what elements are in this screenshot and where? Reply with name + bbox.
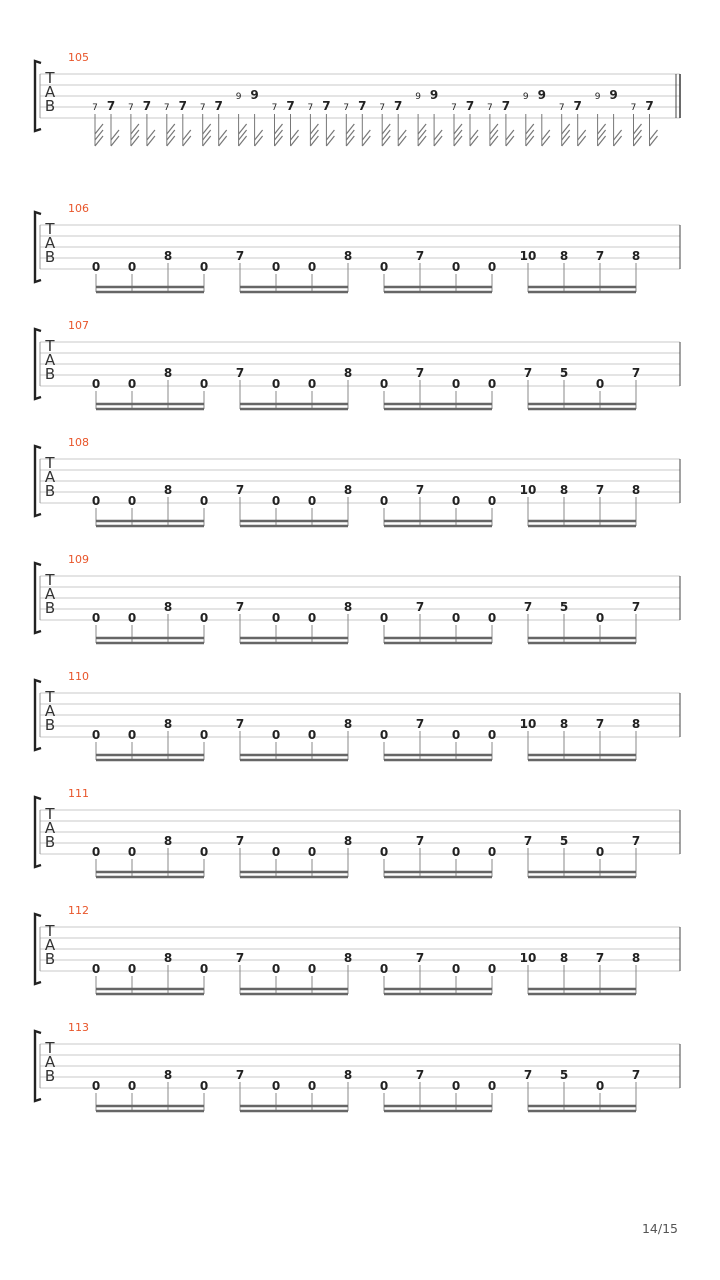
- fret-number: 7: [595, 483, 605, 497]
- fret-number: 0: [487, 728, 497, 742]
- note-flag: [418, 124, 426, 134]
- fret-number: 9: [609, 88, 618, 102]
- note-flag: [634, 130, 642, 140]
- note-flag: [578, 130, 586, 140]
- note-flag: [203, 124, 211, 134]
- fret-number: 0: [307, 494, 317, 508]
- note-flag: [131, 124, 139, 134]
- note-flag: [147, 136, 155, 146]
- fret-number: 7: [415, 249, 425, 263]
- fret-number: 8: [559, 249, 569, 263]
- fret-number: 0: [451, 377, 461, 391]
- tab-clef-letter: B: [44, 482, 56, 500]
- fret-number: 10: [519, 483, 537, 497]
- fret-number: 7: [465, 99, 475, 113]
- fret-number: 0: [127, 260, 137, 274]
- grace-fret-number: 7: [630, 103, 637, 113]
- fret-number: 0: [451, 611, 461, 625]
- note-flag: [239, 130, 247, 140]
- fret-number: 0: [91, 845, 101, 859]
- note-flag: [239, 124, 247, 134]
- note-flag: [542, 130, 550, 140]
- note-flag: [111, 130, 119, 140]
- note-flag: [650, 130, 658, 140]
- measure-number: 111: [68, 787, 89, 800]
- fret-number: 7: [214, 99, 223, 113]
- note-flag: [454, 136, 462, 146]
- tab-clef-letter: A: [44, 702, 56, 720]
- fret-number: 0: [91, 1079, 101, 1093]
- fret-number: 0: [379, 1079, 389, 1093]
- fret-number: 8: [343, 483, 353, 497]
- fret-number: 7: [235, 366, 245, 380]
- note-flag: [346, 130, 354, 140]
- grace-fret-number: 9: [235, 92, 242, 102]
- fret-number: 0: [271, 494, 281, 508]
- grace-fret-number: 7: [487, 103, 493, 113]
- note-flag: [255, 136, 263, 146]
- system-105: [35, 51, 680, 146]
- note-flag: [506, 136, 514, 146]
- tab-clef-letter: T: [45, 337, 55, 355]
- fret-number: 0: [595, 1079, 605, 1093]
- tab-clef-letter: B: [44, 716, 56, 734]
- fret-number: 8: [163, 717, 173, 731]
- note-flag: [326, 130, 334, 140]
- fret-number: 0: [199, 1079, 209, 1093]
- fret-number: 7: [595, 951, 605, 965]
- fret-number: 0: [91, 494, 101, 508]
- note-flag: [291, 130, 299, 140]
- note-flag: [454, 124, 462, 134]
- fret-number: 0: [307, 728, 317, 742]
- fret-number: 7: [573, 99, 582, 113]
- tab-clef-letter: B: [44, 365, 56, 383]
- fret-number: 7: [595, 717, 605, 731]
- note-flag: [275, 136, 283, 146]
- fret-number: 0: [595, 377, 605, 391]
- fret-number: 0: [127, 728, 137, 742]
- fret-number: 7: [235, 1068, 245, 1082]
- measure-number: 105: [68, 51, 89, 64]
- note-flag: [562, 130, 570, 140]
- fret-number: 0: [199, 845, 209, 859]
- note-flag: [95, 136, 103, 146]
- note-flag: [490, 136, 498, 146]
- fret-number: 0: [91, 260, 101, 274]
- note-flag: [650, 136, 658, 146]
- fret-number: 7: [286, 99, 295, 113]
- fret-number: 8: [343, 717, 353, 731]
- note-flag: [167, 130, 175, 140]
- system-109: [35, 553, 680, 643]
- note-flag: [614, 136, 622, 146]
- fret-number: 8: [631, 951, 641, 965]
- fret-number: 0: [91, 377, 101, 391]
- fret-number: 0: [595, 611, 605, 625]
- tab-clef-letter: T: [45, 454, 55, 472]
- fret-number: 0: [379, 962, 389, 976]
- fret-number: 0: [271, 260, 281, 274]
- note-flag: [542, 136, 550, 146]
- system-112: [35, 904, 680, 994]
- fret-number: 0: [307, 845, 317, 859]
- fret-number: 0: [127, 845, 137, 859]
- fret-number: 0: [199, 962, 209, 976]
- fret-number: 0: [271, 845, 281, 859]
- note-flag: [219, 130, 227, 140]
- fret-number: 0: [307, 611, 317, 625]
- note-flag: [434, 136, 442, 146]
- fret-number: 0: [271, 728, 281, 742]
- fret-number: 0: [127, 494, 137, 508]
- note-flag: [526, 130, 534, 140]
- grace-fret-number: 7: [92, 103, 98, 113]
- note-flag: [454, 130, 462, 140]
- fret-number: 0: [271, 611, 281, 625]
- tab-clef-letter: T: [45, 69, 55, 87]
- fret-number: 0: [379, 377, 389, 391]
- fret-number: 5: [559, 600, 569, 614]
- tab-clef-letter: A: [44, 351, 56, 369]
- fret-number: 8: [559, 483, 569, 497]
- fret-number: 7: [235, 600, 245, 614]
- fret-number: 0: [271, 962, 281, 976]
- fret-number: 7: [645, 99, 654, 113]
- note-flag: [255, 130, 263, 140]
- fret-number: 8: [163, 600, 173, 614]
- note-flag: [562, 136, 570, 146]
- fret-number: 0: [451, 494, 461, 508]
- fret-number: 8: [343, 1068, 353, 1082]
- fret-number: 7: [523, 600, 533, 614]
- fret-number: 0: [127, 962, 137, 976]
- measure-number: 113: [68, 1021, 89, 1034]
- tab-clef-letter: A: [44, 819, 56, 837]
- fret-number: 0: [487, 845, 497, 859]
- fret-number: 0: [451, 845, 461, 859]
- tab-clef-letter: A: [44, 83, 56, 101]
- note-flag: [470, 130, 478, 140]
- fret-number: 0: [199, 611, 209, 625]
- measure-number: 107: [68, 319, 89, 332]
- fret-number: 7: [631, 834, 641, 848]
- note-flag: [598, 136, 606, 146]
- fret-number: 0: [487, 494, 497, 508]
- note-flag: [470, 136, 478, 146]
- fret-number: 8: [343, 600, 353, 614]
- fret-number: 7: [523, 366, 533, 380]
- note-flag: [490, 130, 498, 140]
- grace-fret-number: 7: [128, 103, 134, 113]
- fret-number: 9: [537, 88, 546, 102]
- tab-clef-letter: B: [44, 833, 56, 851]
- note-flag: [326, 136, 334, 146]
- fret-number: 0: [379, 845, 389, 859]
- tab-clef-letter: B: [44, 97, 56, 115]
- note-flag: [275, 124, 283, 134]
- note-flag: [398, 130, 406, 140]
- system-108: [35, 436, 680, 526]
- fret-number: 0: [91, 728, 101, 742]
- fret-number: 7: [235, 717, 245, 731]
- grace-fret-number: 7: [199, 103, 206, 113]
- grace-fret-number: 7: [379, 103, 386, 113]
- fret-number: 8: [163, 834, 173, 848]
- tab-clef-letter: B: [44, 1067, 56, 1085]
- measure-number: 109: [68, 553, 89, 566]
- system-107: [35, 319, 680, 409]
- fret-number: 0: [451, 260, 461, 274]
- note-flag: [418, 130, 426, 140]
- note-flag: [183, 136, 191, 146]
- system-111: [35, 787, 680, 877]
- fret-number: 0: [487, 611, 497, 625]
- measure-number: 108: [68, 436, 89, 449]
- fret-number: 7: [106, 99, 116, 113]
- system-110: [35, 670, 680, 760]
- tab-clef-letter: B: [44, 950, 56, 968]
- fret-number: 7: [142, 99, 152, 113]
- measure-number: 112: [68, 904, 89, 917]
- fret-number: 0: [271, 1079, 281, 1093]
- fret-number: 0: [127, 377, 137, 391]
- note-flag: [362, 130, 370, 140]
- note-flag: [382, 136, 390, 146]
- fret-number: 0: [487, 962, 497, 976]
- fret-number: 7: [235, 249, 245, 263]
- note-flag: [131, 130, 139, 140]
- note-flag: [167, 124, 175, 134]
- note-flag: [167, 136, 175, 146]
- fret-number: 0: [271, 377, 281, 391]
- fret-number: 0: [487, 1079, 497, 1093]
- note-flag: [578, 136, 586, 146]
- fret-number: 8: [163, 249, 173, 263]
- tab-clef-letter: T: [45, 1039, 55, 1057]
- note-flag: [382, 130, 390, 140]
- grace-fret-number: 9: [522, 92, 529, 102]
- fret-number: 0: [487, 260, 497, 274]
- fret-number: 7: [415, 366, 425, 380]
- fret-number: 0: [379, 494, 389, 508]
- fret-number: 8: [343, 834, 353, 848]
- note-flag: [362, 136, 370, 146]
- fret-number: 0: [379, 611, 389, 625]
- fret-number: 7: [415, 834, 425, 848]
- note-flag: [346, 136, 354, 146]
- note-flag: [95, 130, 103, 140]
- fret-number: 0: [127, 1079, 137, 1093]
- grace-fret-number: 7: [307, 103, 314, 113]
- note-flag: [310, 130, 318, 140]
- page-number: 14/15: [641, 1221, 678, 1236]
- note-flag: [490, 124, 498, 134]
- grace-fret-number: 7: [163, 103, 170, 113]
- tab-clef-letter: A: [44, 1053, 56, 1071]
- tab-clef-letter: T: [45, 571, 55, 589]
- fret-number: 0: [379, 728, 389, 742]
- fret-number: 8: [163, 366, 173, 380]
- note-flag: [598, 130, 606, 140]
- fret-number: 10: [519, 249, 537, 263]
- fret-number: 0: [595, 845, 605, 859]
- note-flag: [203, 136, 211, 146]
- fret-number: 7: [358, 99, 367, 113]
- tab-clef-letter: T: [45, 688, 55, 706]
- fret-number: 7: [595, 249, 605, 263]
- fret-number: 8: [559, 717, 569, 731]
- grace-fret-number: 7: [451, 103, 457, 113]
- fret-number: 0: [91, 962, 101, 976]
- grace-fret-number: 7: [271, 103, 278, 113]
- system-106: [35, 202, 680, 292]
- fret-number: 8: [631, 483, 641, 497]
- note-flag: [310, 136, 318, 146]
- fret-number: 7: [415, 600, 425, 614]
- note-flag: [275, 130, 283, 140]
- fret-number: 7: [631, 366, 641, 380]
- fret-number: 7: [415, 483, 425, 497]
- note-flag: [131, 136, 139, 146]
- fret-number: 7: [394, 99, 403, 113]
- note-flag: [434, 130, 442, 140]
- tab-clef-letter: A: [44, 585, 56, 603]
- fret-number: 8: [559, 951, 569, 965]
- note-flag: [147, 130, 155, 140]
- fret-number: 10: [519, 951, 537, 965]
- note-flag: [634, 136, 642, 146]
- note-flag: [614, 130, 622, 140]
- grace-fret-number: 7: [558, 103, 565, 113]
- fret-number: 0: [127, 611, 137, 625]
- note-flag: [183, 130, 191, 140]
- fret-number: 0: [91, 611, 101, 625]
- fret-number: 0: [199, 260, 209, 274]
- fret-number: 7: [415, 717, 425, 731]
- fret-number: 7: [415, 951, 425, 965]
- fret-number: 8: [163, 483, 173, 497]
- fret-number: 5: [559, 834, 569, 848]
- note-flag: [239, 136, 247, 146]
- fret-number: 0: [451, 728, 461, 742]
- note-flag: [526, 124, 534, 134]
- note-flag: [598, 124, 606, 134]
- fret-number: 0: [307, 962, 317, 976]
- note-flag: [506, 130, 514, 140]
- fret-number: 7: [631, 1068, 641, 1082]
- system-113: [35, 1021, 680, 1111]
- note-flag: [634, 124, 642, 134]
- fret-number: 0: [379, 260, 389, 274]
- tab-clef-letter: A: [44, 234, 56, 252]
- fret-number: 0: [199, 728, 209, 742]
- note-flag: [95, 124, 103, 134]
- fret-number: 7: [415, 1068, 425, 1082]
- fret-number: 7: [631, 600, 641, 614]
- tab-clef-letter: T: [45, 922, 55, 940]
- note-flag: [291, 136, 299, 146]
- tab-clef-letter: B: [44, 248, 56, 266]
- fret-number: 10: [519, 717, 537, 731]
- note-flag: [346, 124, 354, 134]
- tab-clef-letter: A: [44, 936, 56, 954]
- fret-number: 8: [163, 951, 173, 965]
- fret-number: 7: [235, 951, 245, 965]
- note-flag: [111, 136, 119, 146]
- fret-number: 7: [235, 834, 245, 848]
- fret-number: 5: [559, 366, 569, 380]
- fret-number: 9: [429, 88, 439, 102]
- tab-clef-letter: T: [45, 805, 55, 823]
- fret-number: 5: [559, 1068, 569, 1082]
- grace-fret-number: 9: [594, 92, 601, 102]
- note-flag: [562, 124, 570, 134]
- fret-number: 0: [487, 377, 497, 391]
- note-flag: [382, 124, 390, 134]
- fret-number: 7: [501, 99, 511, 113]
- note-flag: [398, 136, 406, 146]
- note-flag: [203, 130, 211, 140]
- measure-number: 110: [68, 670, 89, 683]
- note-flag: [526, 136, 534, 146]
- fret-number: 8: [343, 951, 353, 965]
- fret-number: 9: [250, 88, 259, 102]
- fret-number: 0: [307, 260, 317, 274]
- fret-number: 8: [343, 366, 353, 380]
- fret-number: 8: [163, 1068, 173, 1082]
- measure-number: 106: [68, 202, 89, 215]
- fret-number: 7: [322, 99, 331, 113]
- tab-clef-letter: B: [44, 599, 56, 617]
- fret-number: 8: [631, 717, 641, 731]
- tab-clef-letter: T: [45, 220, 55, 238]
- fret-number: 7: [178, 99, 187, 113]
- fret-number: 0: [307, 377, 317, 391]
- grace-fret-number: 9: [415, 92, 421, 102]
- fret-number: 0: [451, 962, 461, 976]
- tab-clef-letter: A: [44, 468, 56, 486]
- fret-number: 0: [307, 1079, 317, 1093]
- note-flag: [418, 136, 426, 146]
- note-flag: [310, 124, 318, 134]
- fret-number: 8: [631, 249, 641, 263]
- fret-number: 7: [235, 483, 245, 497]
- fret-number: 0: [199, 494, 209, 508]
- fret-number: 7: [523, 1068, 533, 1082]
- fret-number: 7: [523, 834, 533, 848]
- fret-number: 0: [451, 1079, 461, 1093]
- grace-fret-number: 7: [343, 103, 350, 113]
- note-flag: [219, 136, 227, 146]
- fret-number: 8: [343, 249, 353, 263]
- fret-number: 0: [199, 377, 209, 391]
